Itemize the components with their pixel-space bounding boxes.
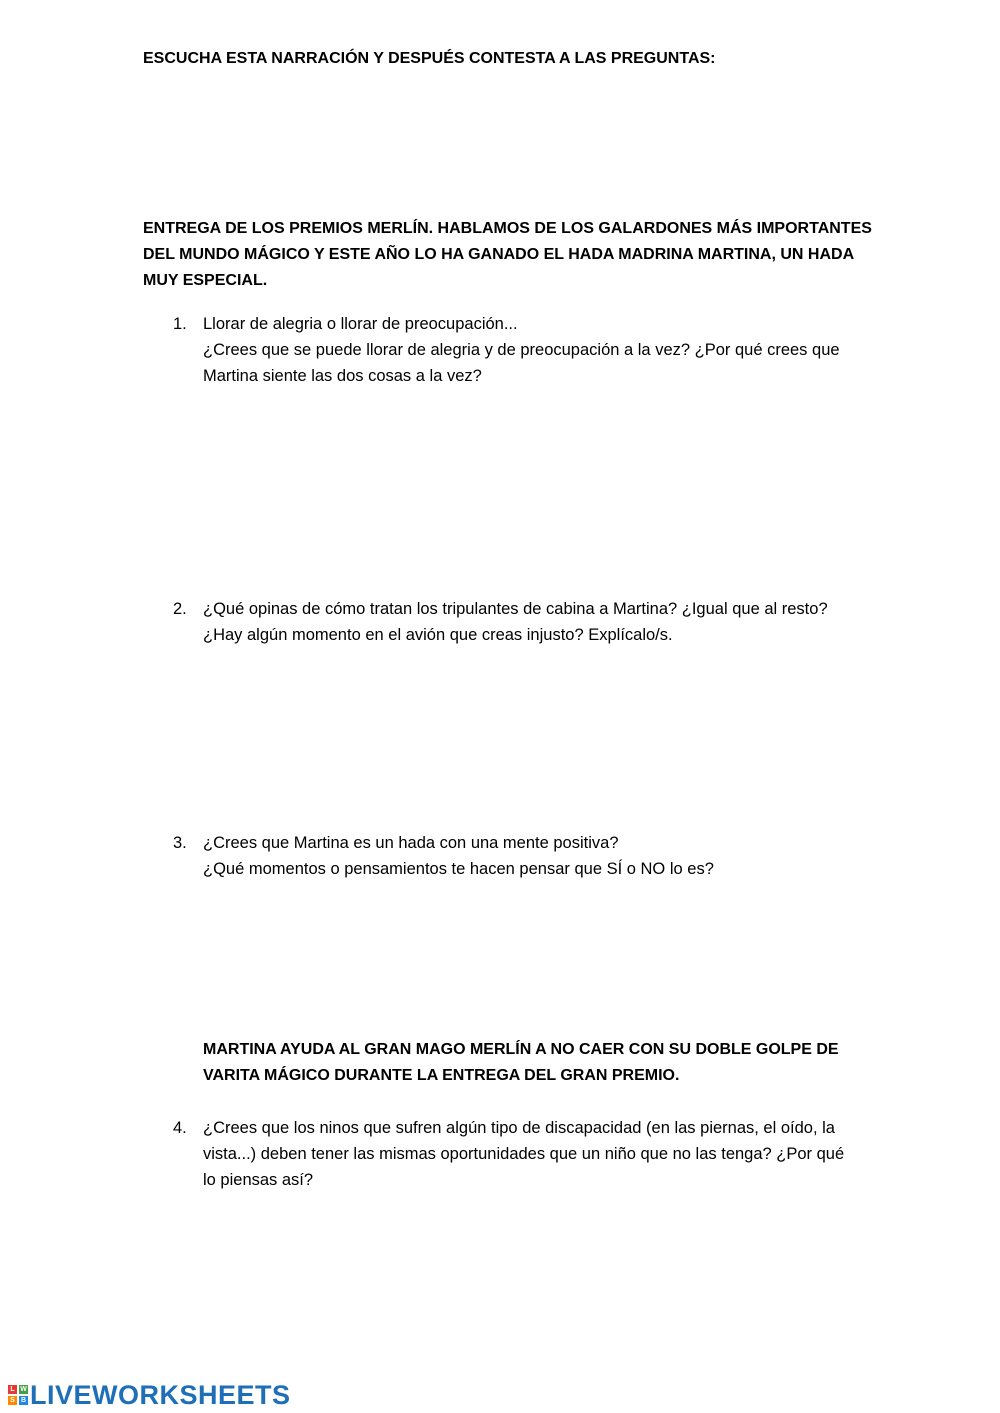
section-heading-line: DEL MUNDO MÁGICO Y ESTE AÑO LO HA GANADO EL HADA MADRINA MARTINA, UN HADA <box>143 246 855 263</box>
question-number: 3. <box>173 834 187 852</box>
question-3 <box>173 830 873 884</box>
question-line: vista...) deben tener las mismas oportunidades que un niño que no las tenga? ¿Por qué <box>203 1145 845 1163</box>
section-heading-premios <box>143 216 872 294</box>
question-number: 1. <box>173 315 187 333</box>
instruction-heading: ESCUCHA ESTA NARRACIÓN Y DESPUÉS CONTESTA A LAS PREGUNTAS: <box>143 50 716 67</box>
section-heading-merlin <box>203 1037 839 1089</box>
question-line: ¿Qué momentos o pensamientos te hacen pensar que SÍ o NO lo es? <box>203 860 714 878</box>
section-heading-line: MUY ESPECIAL. <box>143 272 268 289</box>
logo-block: W <box>20 1386 27 1393</box>
question-2 <box>173 596 873 650</box>
logo-block: L <box>8 1385 17 1394</box>
question-line: ¿Crees que los ninos que sufren algún tipo de discapacidad (en las piernas, el oído, la <box>203 1119 835 1137</box>
logo-text: LIVEWORKSHEETS <box>30 1380 291 1410</box>
question-line: lo piensas así? <box>203 1171 314 1189</box>
question-number: 4. <box>173 1119 187 1137</box>
logo-blocks-icon <box>8 1385 28 1405</box>
logo-block: B <box>20 1397 27 1404</box>
question-1 <box>173 311 873 391</box>
question-4 <box>173 1115 893 1195</box>
question-line: ¿Crees que Martina es un hada con una mente positiva? <box>203 834 619 852</box>
section-heading-line: ENTREGA DE LOS PREMIOS MERLÍN. HABLAMOS DE LOS GALARDONES MÁS IMPORTANTES <box>143 220 872 237</box>
question-number: 2. <box>173 600 187 618</box>
question-line: Llorar de alegria o llorar de preocupación... <box>203 315 518 333</box>
question-line: ¿Qué opinas de cómo tratan los tripulantes de cabina a Martina? ¿Igual que al resto? <box>203 600 828 618</box>
question-line: Martina siente las dos cosas a la vez? <box>203 367 482 385</box>
question-line: ¿Crees que se puede llorar de alegria y de preocupación a la vez? ¿Por qué crees que <box>203 341 840 359</box>
section-heading-line: VARITA MÁGICO DURANTE LA ENTREGA DEL GRAN PREMIO. <box>203 1067 680 1084</box>
logo-block: S <box>8 1396 17 1405</box>
section-heading-line: MARTINA AYUDA AL GRAN MAGO MERLÍN A NO CAER CON SU DOBLE GOLPE DE <box>203 1041 839 1058</box>
liveworksheets-logo[interactable] <box>8 1380 291 1410</box>
question-line: ¿Hay algún momento en el avión que creas injusto? Explícalo/s. <box>203 626 673 644</box>
